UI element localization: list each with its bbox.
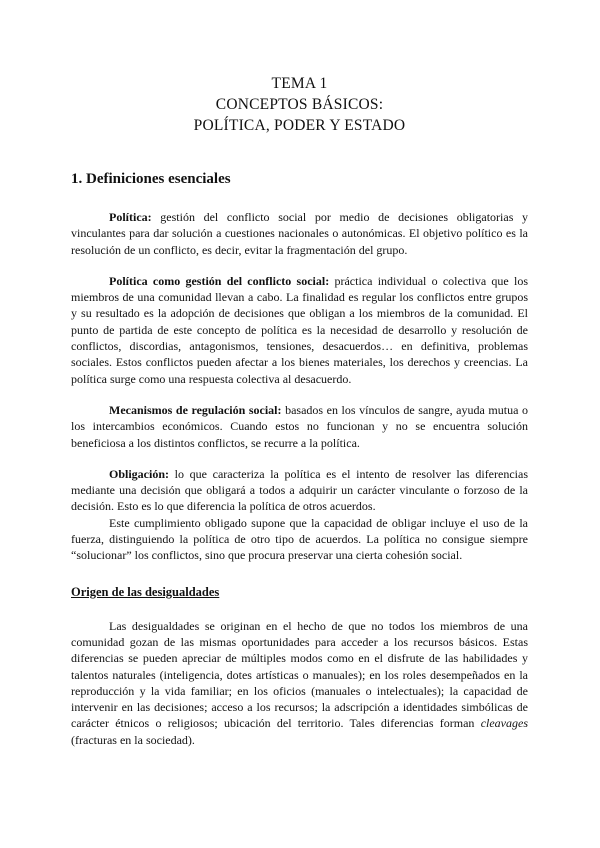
paragraph-gestion-conflicto [71, 273, 528, 387]
paragraph-cumplimiento: Este cumplimiento obligado supone que la capacidad de obligar incluye el uso de la fuerza, distinguiendo la política de otro tipo de acuerdos. La política no consigue siempre “solucionar” los conflictos, sino que procura preservar una cierta cohesión social. [71, 515, 528, 563]
term-obligacion: Obligación: [109, 466, 170, 481]
paragraph-text: lo que caracteriza la política es el intento de resolver las diferencias mediante una decisión que obligará a todos a adquirir un carácter vinculante o forzoso de la decisión. Esto es lo que diferencia la política de otros acuerdos. [71, 466, 528, 514]
italic-term: cleavages [480, 716, 528, 731]
paragraph-text: práctica individual o colectiva que los miembros de una comunidad llevan a cabo. La finalidad es regular los conflictos entre grupos y su resultado es la adopción de decisiones que obligan a los miembros de la comunidad. El punto de partida de este concepto de política es la necesidad de desarrollo y resolución de conflictos, discordias, antagonismos, tensiones, desacuerdos… en definitiva, problemas sociales. Estos conflictos pueden afectar a los bienes materiales, los derechos y creencias. La política surge como una respuesta colectiva al desacuerdo. [71, 273, 528, 386]
term-politica: Política: [109, 210, 152, 224]
paragraph-text-end: (fracturas en la sociedad). [71, 732, 195, 747]
paragraph-text: basados en los vínculos de sangre, ayuda mutua o los intercambios económicos. Cuando estos no funcionan y no se encuentra solución beneficiosa a los distintos conflictos, se recurre a la política. [71, 402, 528, 450]
document-page [71, 0, 528, 748]
section-heading: 1. Definiciones esenciales [71, 171, 231, 187]
title-line-2: CONCEPTOS BÁSICOS: [215, 96, 384, 113]
paragraph-politica [71, 209, 528, 258]
paragraph-text: gestión del conflicto social por medio de decisiones obligatorias y vinculantes para dar solución a cuestiones nacionales o autonómicas. El objetivo político es la resolución de un conflicto, es decir, evitar la fragmentación del grupo. [71, 210, 528, 257]
title-line-3: POLÍTICA, PODER Y ESTADO [193, 117, 406, 134]
paragraph-text: Las desigualdades se originan en el hecho de que no todos los miembros de una comunidad gozan de las mismas oportunidades para acceder a los recursos básicos. Estas diferencias se pueden apreciar de múltiples modos como en el disfrute de las habilidades y talentos naturales (inteligencia, dotes artísticas o manuales); en los roles desempeñados en la reproducción y la vida familiar; en los oficios (manuales o intelectuales); la capacidad de intervenir en las decisiones; acceso a los recursos; la adscripción a identidades simbólicas de carácter étnicos o religiosos; ubicación del territorio. Tales diferencias forman [71, 618, 528, 731]
paragraph-desigualdades [71, 618, 528, 748]
paragraph-mecanismos [71, 402, 528, 451]
document-title [71, 73, 528, 136]
term-gestion-conflicto: Política como gestión del conflicto social: [109, 273, 330, 288]
subsection-heading: Origen de las desigualdades [71, 584, 220, 599]
term-mecanismos: Mecanismos de regulación social: [109, 402, 282, 417]
title-line-1: TEMA 1 [271, 75, 328, 92]
paragraph-obligacion [71, 466, 528, 515]
